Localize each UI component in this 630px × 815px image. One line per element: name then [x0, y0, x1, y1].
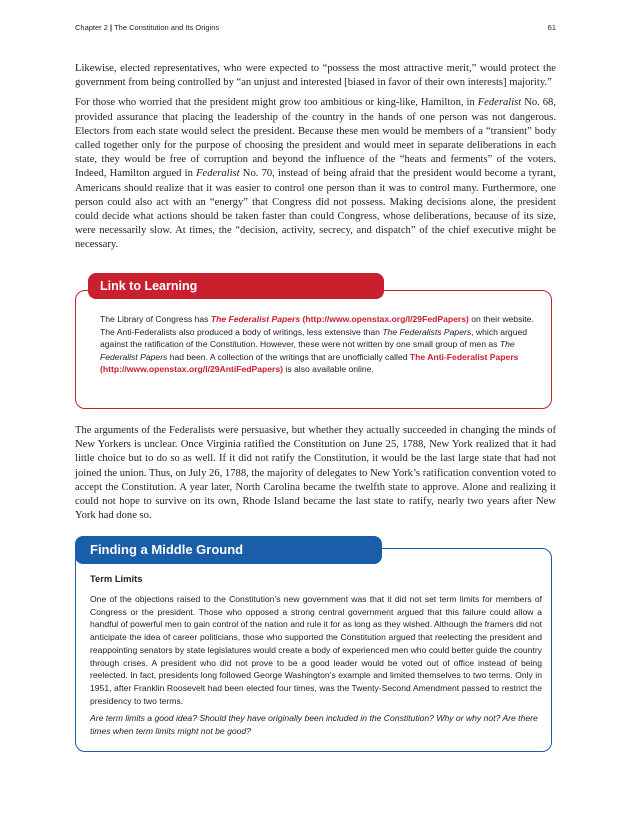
text-run: is also available online. — [283, 364, 374, 375]
link-to-learning-tab: Link to Learning — [88, 273, 384, 299]
link-to-learning-text — [100, 313, 540, 376]
anti-federalist-papers-link[interactable]: The Anti-Federalist Papers (http://www.openstax.org/l/29AntiFedPapers) — [100, 351, 519, 375]
ratification-section — [75, 424, 556, 529]
term-limits-paragraph: One of the objections raised to the Constitution’s new government was that it did not set term limits for members of Congress or the president. Those who opposed a strong central government argued that this failure could allow a handful of powerful men to gain control of the nation and rule it for as long as they wished. Although the framers did not anticipate the idea of career politicians, those who supported the Constitution argued that reelecting the president and reappointing senators by state legislatures would create a body of experienced men who could better guide the country through crises. A president who did not prove to be a good leader would be voted out of office instead of being reelected. In fact, presidents long followed George Washington’s example and limited themselves to two terms. Only in 1951, after Franklin Roosevelt had been elected four times, was the Twenty-Second Amendment passed to restrict the presidency to two terms. — [90, 594, 542, 706]
middle-ground-content — [90, 573, 542, 738]
chapter-label: Chapter 2 — [75, 23, 108, 32]
body-paragraph: Likewise, elected representatives, who were expected to “possess the most attractive merit,” would protect the government from being controlled by “an unjust and interested [biased in favor of their own interests] majority.” — [75, 63, 556, 89]
page-header — [75, 23, 556, 32]
link-title[interactable]: The Federalist Papers — [210, 314, 301, 324]
italic-title: Federalist — [477, 97, 522, 109]
intro-section — [75, 62, 556, 259]
text-run: , which argued against the ratification of the Constitution. However, these were not written by one small group of men as — [100, 326, 528, 350]
term-limits-heading: Term Limits — [90, 573, 143, 584]
link-url[interactable]: (http://www.openstax.org/l/29FedPapers) — [300, 314, 469, 324]
chapter-title: The Constitution and Its Origins — [114, 23, 220, 32]
body-paragraph — [75, 96, 556, 252]
italic-title: The Federalists Papers — [382, 326, 472, 337]
header-separator: | — [110, 23, 113, 32]
text-run: on their website. The Anti-Federalists also produced a body of writings, less extensive than — [100, 314, 534, 337]
running-head — [75, 23, 219, 32]
text-run: No. 68, provided assurance that placing the leadership of the country in the hands of one person was not dangerous. Electors from each state would select the president. Because these men would be members of a “transient” body called together only for the purpose of choosing the president and would meet in separate deliberations in each state, they would be free of corruption and beyond the influence of the “heats and ferments” of the voters. Indeed, Hamilton argued in — [75, 97, 556, 180]
middle-ground-tab: Finding a Middle Ground — [75, 536, 382, 564]
federalist-papers-link[interactable] — [211, 314, 469, 324]
text-run: had been. A collection of the writings that are unofficially called — [167, 351, 410, 362]
italic-title: Federalist — [196, 168, 240, 180]
discussion-question: Are term limits a good idea? Should they have originally been included in the Constitution? Why or why not? Are there times when term limits might not be good? — [90, 713, 538, 737]
text-run: The Library of Congress has — [100, 314, 211, 324]
page-number: 61 — [547, 23, 556, 32]
text-run: For those who worried that the president might grow too ambitious or king-like, Hamilton, in — [75, 97, 478, 109]
text-run: No. 70, instead of being afraid that the president would become a tyrant, Americans should realize that it was easier to control one person than it was to control many. Furthermore, one person could also act with an “energy” that Congress did not possess. Making decisions alone, the president could decide what actions should be taken faster than could Congress, whose deliberations, because of its size, were necessarily slow. At times, the “decision, activity, secrecy, and dispatch” of the chief executive might be necessary. — [75, 168, 556, 251]
body-paragraph: The arguments of the Federalists were persuasive, but whether they actually succeeded in changing the minds of New Yorkers is unclear. Once Virginia ratified the Constitution on June 25, 1788, New York realized that it had little choice but to do so as well. If it did not ratify the Constitution, it would be the last large state that had not joined the union. Thus, on July 26, 1788, the majority of delegates to New York’s ratification convention voted to accept the Constitution. A year later, North Carolina became the twelfth state to approve. Alone and realizing it could not hope to survive on its own, Rhode Island became the last state to ratify, nearly two years after New York had done so. — [75, 425, 556, 522]
italic-title: The Federalist Papers — [100, 339, 515, 362]
